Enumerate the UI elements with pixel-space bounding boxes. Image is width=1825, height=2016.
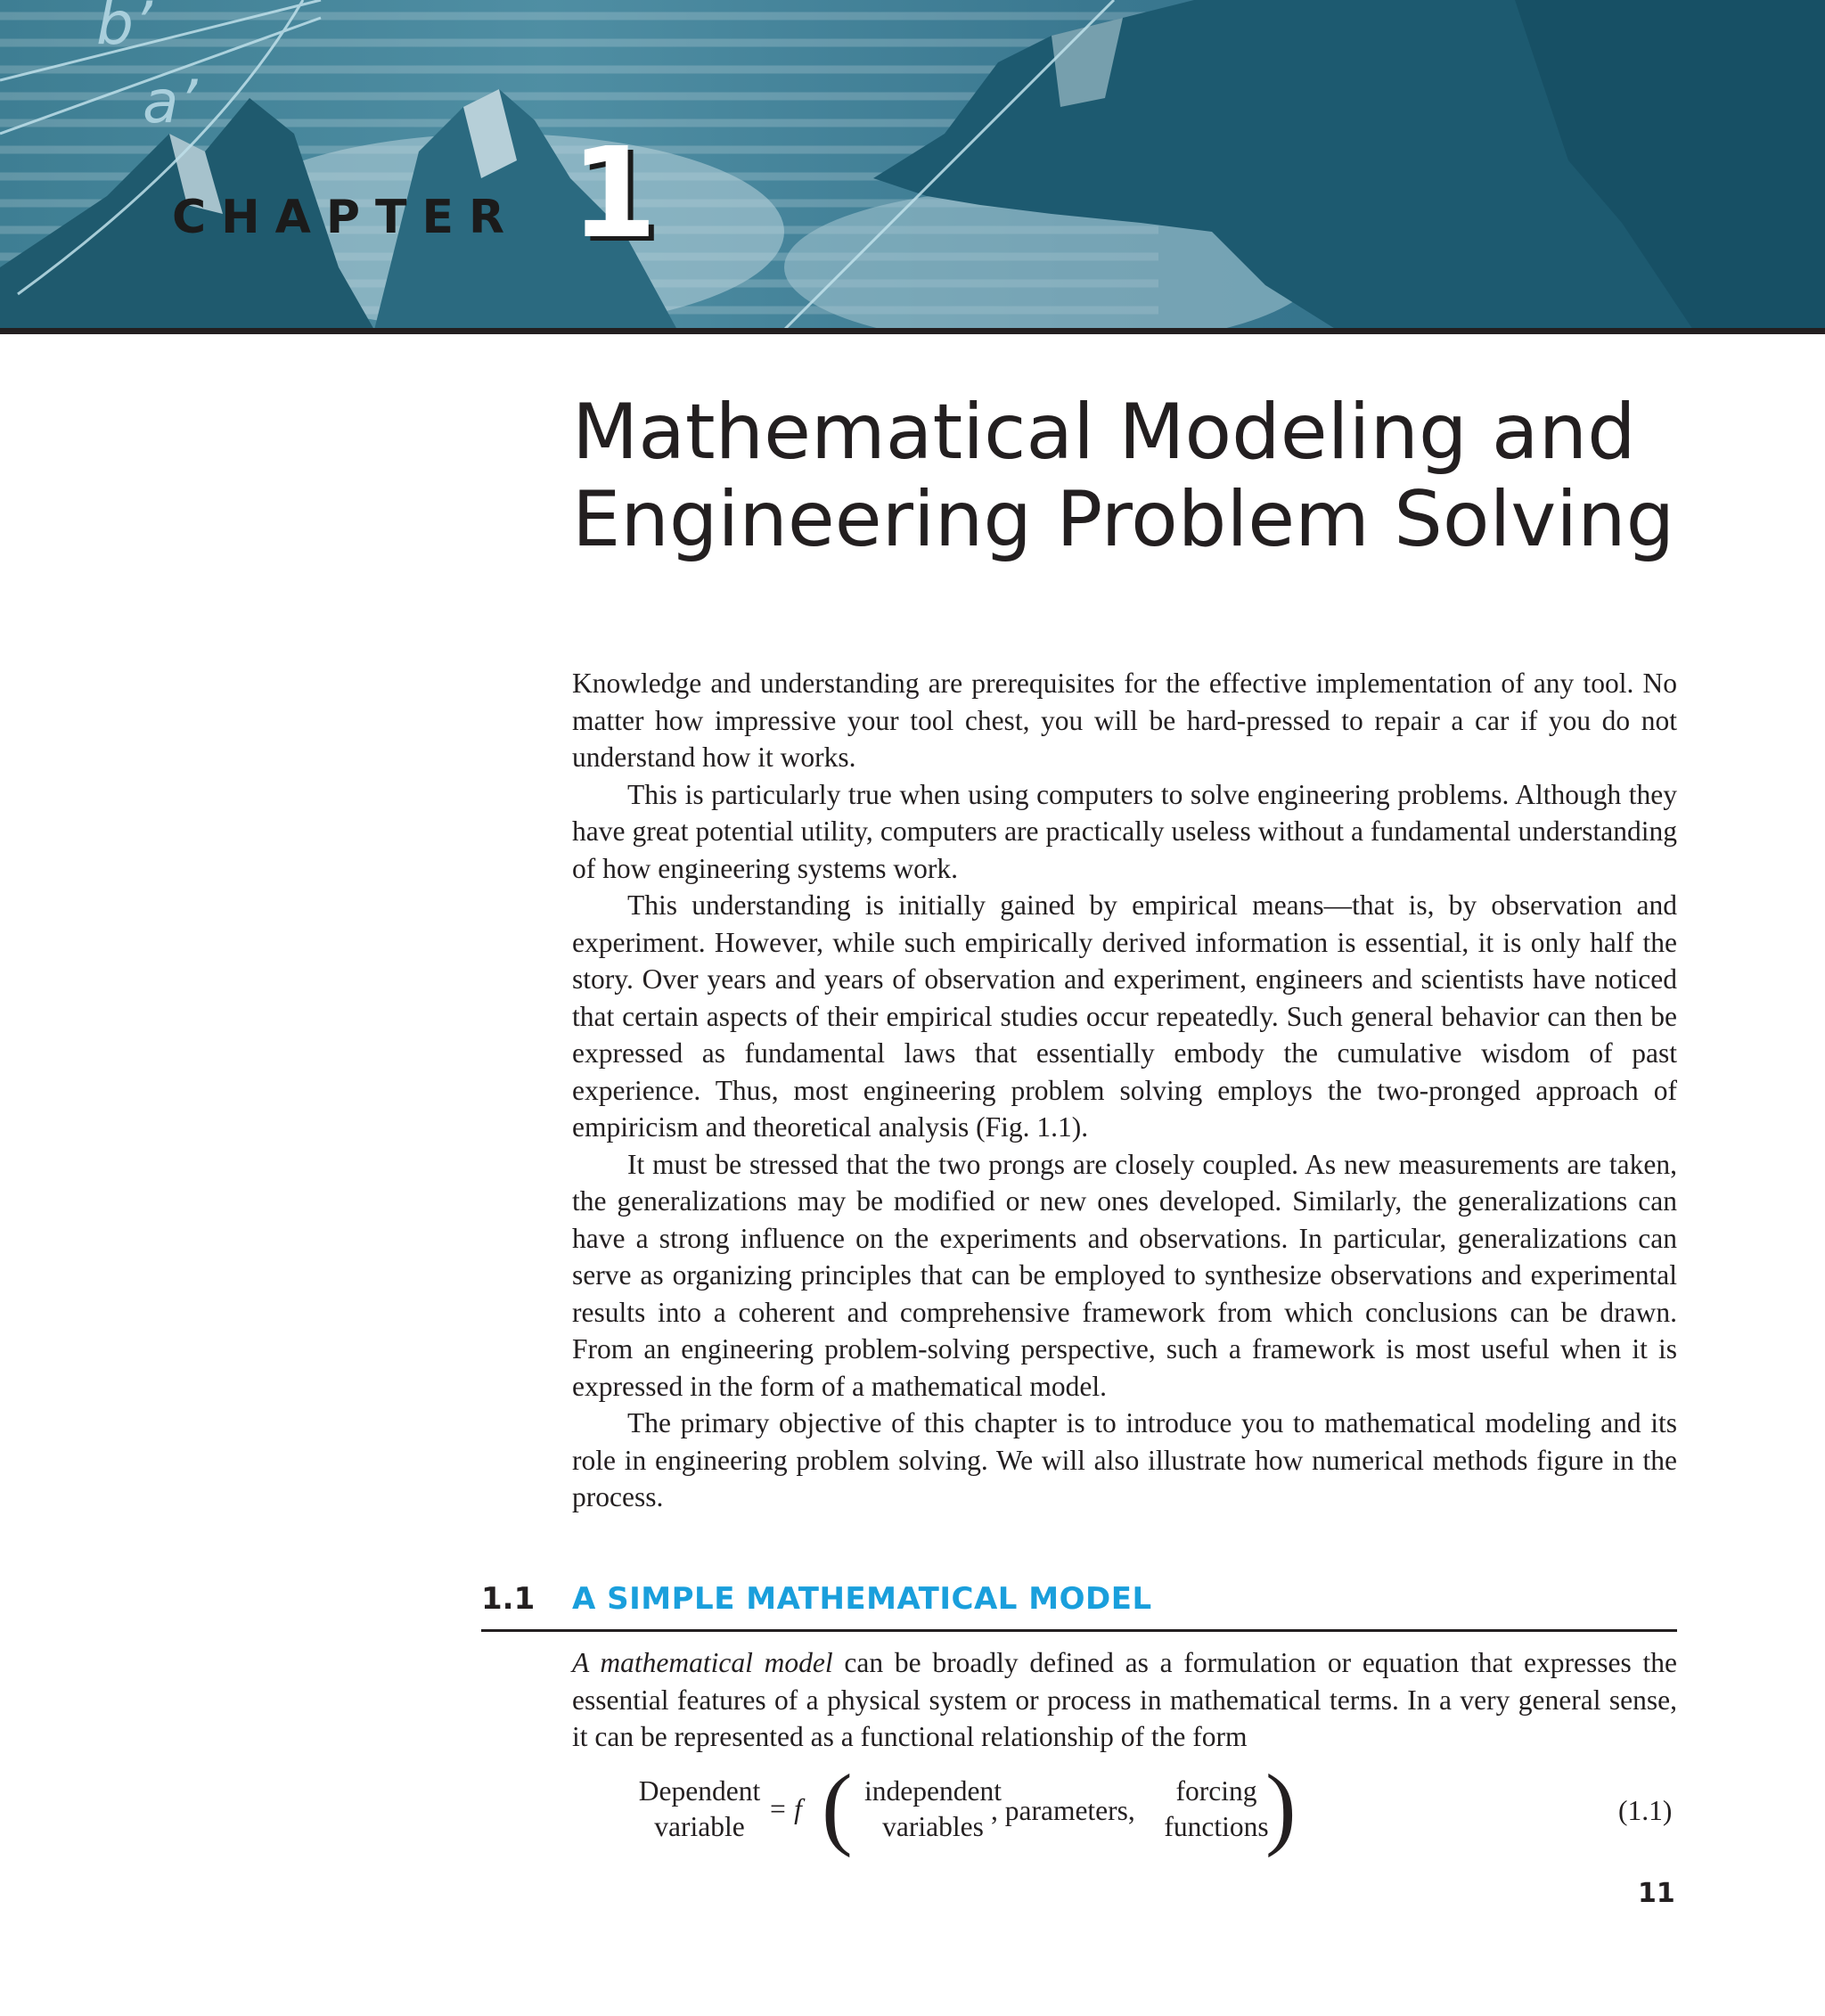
paragraph: This understanding is initially gained by empirical means—that is, by observation and experiment. However, while such empirically derived information is essential, it is only half the story. Over years and years of observation and experiment, engineers and scientists have noticed that certain aspects of their empirical studies occur repeatedly. Such general behavior can then be expressed as fundamental laws that essentially embody the cumulative wisdom of past experience. Thus, most engineering problem solving employs the two-pronged approach of empiricism and theoretical analysis (Fig. 1.1). — [572, 889, 1677, 1143]
angle-label-a: a’ — [143, 68, 198, 136]
equation-1-1 — [572, 1756, 1677, 1858]
angle-label-b: b’ — [96, 0, 152, 58]
page-number: 11 — [1638, 1878, 1675, 1909]
chapter-label: CHAPTER — [172, 191, 520, 244]
paragraph: This is particularly true when using computers to solve engineering problems. Although they have great potential utility, computers are practically useless without a fundamental understanding of how engineering systems work. — [572, 778, 1677, 884]
equation-lhs — [624, 1774, 775, 1845]
section-heading — [481, 1579, 1677, 1632]
equation-parameters: , parameters, — [991, 1795, 1135, 1826]
section-number: 1.1 — [481, 1581, 536, 1617]
intro-text — [572, 665, 1677, 1516]
section-title: A SIMPLE MATHEMATICAL MODEL — [572, 1581, 1152, 1617]
chapter-title-line-1: Mathematical Modeling and — [572, 388, 1636, 477]
equation-arg-forcing — [1150, 1774, 1283, 1845]
equation-lhs-top: Dependent — [638, 1775, 761, 1807]
mountain-illustration — [0, 0, 1825, 330]
equation-close-paren: ) — [1265, 1756, 1297, 1858]
chapter-title-line-2: Engineering Problem Solving — [572, 475, 1675, 564]
paragraph: It must be stressed that the two prongs are closely coupled. As new measurements are taken, the generalizations may be modified or new ones developed. Similarly, the generalizations can have a strong influence on the experiments and observations. In particular, generalizations can serve as organizing principles that can be employed to synthesize observations and experimental results into a coherent and comprehensive framework from which conclusions can be drawn. From an engineering problem-solving perspective, such a framework is most useful when it is expressed in the form of a mathematical model. — [572, 1148, 1677, 1402]
chapter-banner — [0, 0, 1825, 330]
paragraph — [572, 1644, 1677, 1756]
paragraph: The primary objective of this chapter is to introduce you to mathematical modeling and its role in engineering problem solving. We will also illustrate how numerical methods figure in the process. — [572, 1407, 1677, 1512]
defined-term: A mathematical model — [572, 1647, 833, 1678]
equation-arg1-top: independent — [864, 1775, 1002, 1807]
equation-lhs-bottom: variable — [654, 1811, 745, 1842]
equation-function: = f — [768, 1793, 802, 1824]
equation-open-paren: ( — [822, 1756, 853, 1858]
paragraph: Knowledge and understanding are prerequisites for the effective implementation of any tool. No matter how impressive your tool chest, you will be hard-pressed to repair a car if you do not understand how it works. — [572, 668, 1677, 773]
chapter-title — [572, 389, 1731, 563]
section-text — [572, 1644, 1677, 1756]
equation-number: (1.1) — [1618, 1795, 1673, 1826]
equation-arg3-bottom: functions — [1164, 1811, 1269, 1842]
equation-arg1-bottom: variables — [882, 1811, 984, 1842]
equation-arg3-top: forcing — [1175, 1775, 1257, 1807]
banner-divider — [0, 328, 1825, 334]
chapter-number: 1 — [570, 121, 658, 266]
paragraph-text: can be broadly defined as a formulation or equation that expresses the essential features of a physical system or process in mathematical terms. In a very general sense, it can be represented as a functional relationship of the form — [572, 1647, 1677, 1752]
